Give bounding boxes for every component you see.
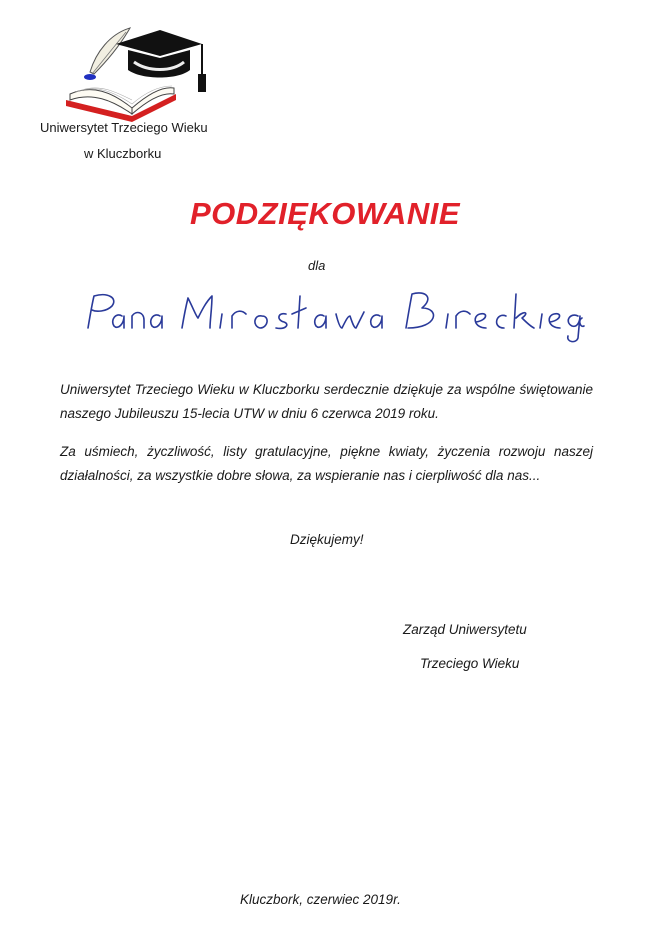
paragraph-thanks-list: Za uśmiech, życzliwość, listy gratulacyjne, piękne kwiaty, życzenia rozwoju naszej działalności, za wszystkie dobre słowa, za wspieranie nas i cierpliwość dla nas... <box>60 444 593 483</box>
closing-thanks: Dziękujemy! <box>290 532 364 547</box>
signatory-line2: Trzeciego Wieku <box>420 656 520 671</box>
organization-name: Uniwersytet Trzeciego Wieku <box>40 120 208 135</box>
organization-city: w Kluczborku <box>84 146 162 161</box>
handwritten-recipient-name <box>78 286 588 346</box>
dla-label: dla <box>308 258 326 273</box>
signatory-line1: Zarząd Uniwersytetu <box>403 622 527 637</box>
place-and-date: Kluczbork, czerwiec 2019r. <box>240 892 401 907</box>
paragraph-jubilee: Uniwersytet Trzeciego Wieku w Kluczborku serdecznie dziękuje za wspólne świętowanie naszego Jubileuszu 15-lecia UTW w dniu 6 czerwca 2019 roku. <box>60 382 593 421</box>
document-title: PODZIĘKOWANIE <box>189 196 460 231</box>
university-logo-icon <box>52 22 212 122</box>
